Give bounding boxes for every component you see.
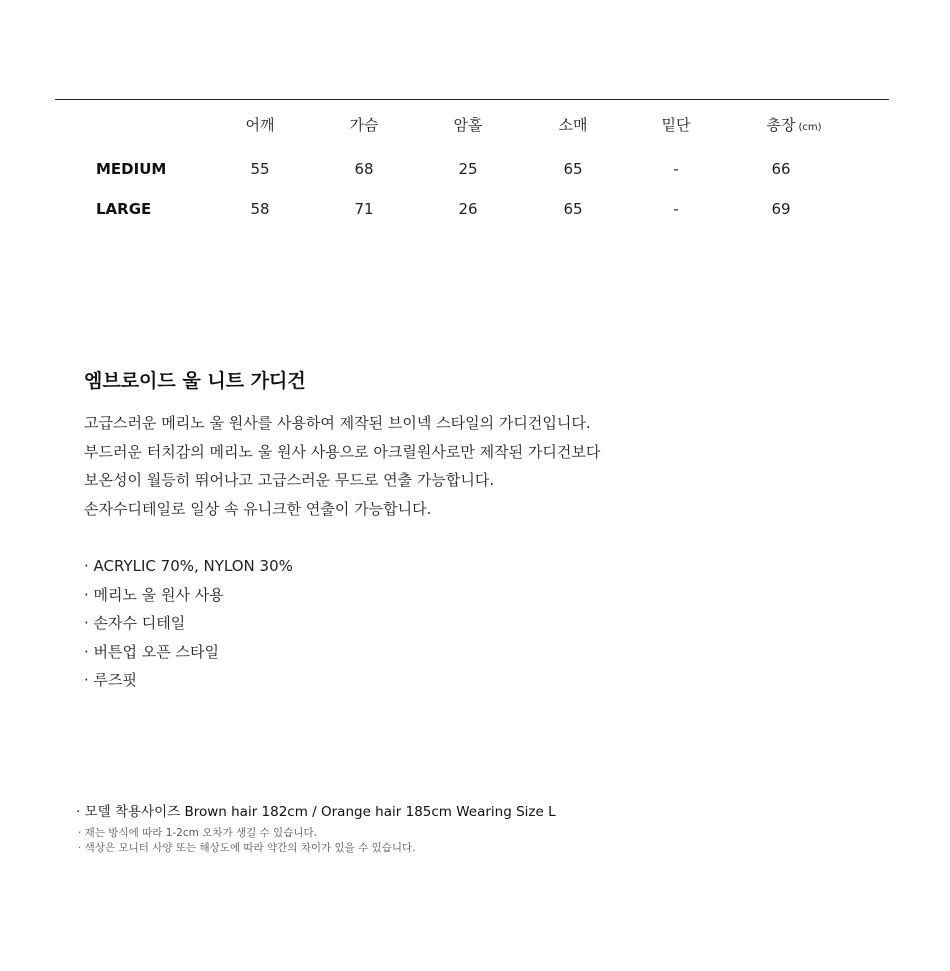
- table-cell: 65: [563, 200, 583, 218]
- model-size-info: · 모델 착용사이즈 Brown hair 182cm / Orange hair 185cm Wearing Size L: [76, 804, 556, 820]
- note-line: · 색상은 모니터 사양 또는 해상도에 따라 약간의 차이가 있을 수 있습니다.: [78, 842, 416, 854]
- table-cell: 71: [354, 200, 374, 218]
- header-total-length: [766, 114, 821, 135]
- feature-item: · 메리노 울 원사 사용: [84, 585, 224, 604]
- description-line: 고급스러운 메리노 울 원사를 사용하여 제작된 브이넥 스타일의 가디건입니다.: [84, 414, 591, 432]
- table-cell: -: [673, 200, 679, 218]
- table-top-rule: [55, 99, 889, 100]
- table-cell: 65: [563, 160, 583, 178]
- row-label-medium: MEDIUM: [96, 160, 167, 178]
- feature-item: · ACRYLIC 70%, NYLON 30%: [84, 557, 293, 575]
- table-cell: 58: [250, 200, 270, 218]
- table-cell: 66: [771, 160, 791, 178]
- header-total-length-label: 총장: [766, 116, 796, 134]
- header-chest: 가슴: [349, 116, 379, 134]
- table-cell: 55: [250, 160, 270, 178]
- description-line: 보온성이 월등히 뛰어나고 고급스러운 무드로 연출 가능합니다.: [84, 471, 495, 490]
- product-description: [84, 409, 600, 523]
- notes: [78, 826, 416, 856]
- header-armhole: 암홀: [453, 116, 483, 134]
- feature-list: [84, 552, 293, 695]
- feature-item: · 버튼업 오픈 스타일: [84, 642, 219, 661]
- table-cell: 26: [458, 200, 478, 218]
- header-shoulder: 어깨: [245, 116, 275, 134]
- header-sleeve: 소매: [558, 116, 588, 134]
- row-label-large: LARGE: [96, 200, 152, 218]
- feature-item: · 루즈핏: [84, 671, 138, 690]
- table-cell: -: [673, 160, 679, 178]
- table-cell: 69: [771, 200, 791, 218]
- table-cell: 68: [354, 160, 374, 178]
- header-hem: 밑단: [661, 116, 691, 134]
- header-unit: (cm): [798, 122, 822, 133]
- description-line: 부드러운 터치감의 메리노 울 원사 사용으로 아크릴원사로만 제작된 가디건보다: [84, 442, 601, 461]
- note-line: · 재는 방식에 따라 1-2cm 오차가 생길 수 있습니다.: [78, 827, 317, 839]
- product-title: 엠브로이드 울 니트 가디건: [84, 370, 306, 392]
- feature-item: · 손자수 디테일: [84, 614, 186, 633]
- description-line: 손자수디테일로 일상 속 유니크한 연출이 가능합니다.: [84, 499, 432, 518]
- table-cell: 25: [458, 160, 478, 178]
